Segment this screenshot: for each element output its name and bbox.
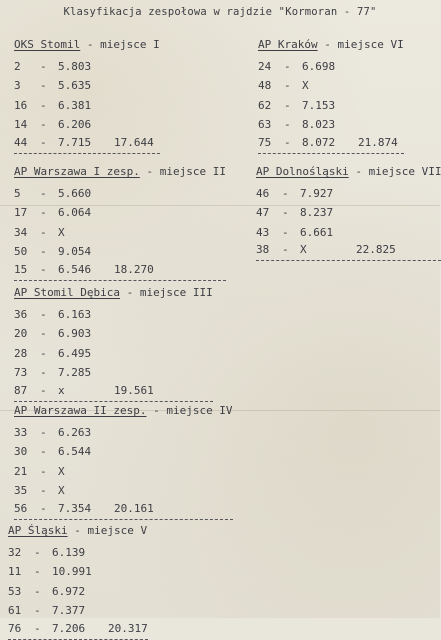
row-dash: -	[284, 79, 291, 93]
car-number: 50	[14, 245, 28, 259]
placement-label: miejsce II	[159, 165, 226, 178]
car-number: 30	[14, 445, 28, 459]
stage-result: 6.661	[300, 225, 334, 239]
section-heading	[14, 286, 213, 299]
team-total: 18.270	[114, 262, 154, 276]
row-dash: -	[40, 262, 47, 276]
car-number: 3	[14, 79, 21, 93]
stage-result: 5.803	[58, 60, 92, 73]
car-number: 5	[14, 187, 21, 200]
stage-result: 6.263	[58, 426, 92, 439]
car-number: 34	[14, 225, 28, 239]
row-dash: -	[284, 135, 291, 149]
car-number: 48	[258, 79, 272, 93]
result-row	[14, 184, 226, 203]
stage-result: 6.495	[58, 346, 92, 360]
stage-result: 7.377	[52, 604, 86, 618]
car-number: 28	[14, 346, 28, 360]
car-number: 17	[14, 206, 28, 220]
car-number: 32	[8, 546, 22, 559]
row-dash: -	[40, 366, 47, 380]
row-dash: -	[40, 426, 47, 439]
section-heading	[258, 38, 404, 51]
team-total: 20.317	[108, 621, 148, 635]
section-heading	[8, 524, 148, 537]
car-number: 16	[14, 98, 28, 112]
car-number: 21	[14, 464, 28, 478]
result-row	[258, 57, 404, 76]
stage-result: 7.715	[58, 135, 92, 149]
stage-result: X	[300, 243, 307, 257]
car-number: 33	[14, 426, 28, 439]
team-section	[256, 165, 441, 261]
stage-result: x	[58, 383, 65, 397]
team-name: AP Kraków	[258, 38, 318, 51]
stage-result: X	[302, 79, 309, 93]
row-dash: -	[40, 245, 47, 259]
row-dash: -	[282, 206, 289, 220]
car-number: 35	[14, 484, 28, 498]
result-row	[8, 582, 148, 601]
team-name: AP Stomil Dębica	[14, 286, 120, 299]
result-row	[14, 115, 160, 134]
car-number: 24	[258, 60, 272, 73]
result-row	[14, 305, 213, 324]
result-row	[258, 96, 404, 115]
team-total: 17.644	[114, 135, 154, 149]
row-dash: -	[40, 60, 47, 73]
stage-result: 6.903	[58, 327, 92, 341]
row-dash: -	[284, 118, 291, 132]
team-total: 20.161	[114, 501, 154, 515]
stage-result: 9.054	[58, 245, 92, 259]
result-row	[8, 562, 148, 581]
stage-result: 6.163	[58, 308, 92, 321]
heading-separator: -	[146, 404, 167, 417]
result-row	[14, 501, 233, 520]
team-name: AP Warszawa II zesp.	[14, 404, 147, 417]
row-dash: -	[40, 383, 47, 397]
stage-result: 7.285	[58, 366, 92, 380]
team-name: OKS Stomil	[14, 38, 81, 51]
row-dash: -	[40, 445, 47, 459]
section-heading	[14, 165, 226, 178]
row-dash: -	[40, 484, 47, 498]
result-row	[8, 601, 148, 620]
result-row	[258, 135, 404, 154]
car-number: 87	[14, 383, 28, 397]
team-section	[14, 404, 233, 520]
section-heading	[14, 38, 160, 51]
row-dash: -	[40, 206, 47, 220]
result-row	[256, 203, 441, 222]
result-row	[256, 242, 441, 261]
stage-result: 8.023	[302, 118, 336, 132]
car-number: 73	[14, 366, 28, 380]
section-heading	[256, 165, 441, 178]
placement-label: miejsce IV	[166, 404, 233, 417]
team-section	[14, 286, 213, 402]
heading-separator: -	[348, 165, 369, 178]
result-row	[14, 76, 160, 95]
result-row	[14, 324, 213, 343]
stage-result: 6.972	[52, 584, 86, 598]
car-number: 44	[14, 135, 28, 149]
heading-separator: -	[67, 524, 88, 537]
car-number: 47	[256, 206, 270, 220]
car-number: 75	[258, 135, 272, 149]
team-section	[258, 38, 404, 154]
stage-result: 6.206	[58, 118, 92, 132]
row-dash: -	[40, 308, 47, 321]
car-number: 63	[258, 118, 272, 132]
row-dash: -	[40, 225, 47, 239]
heading-separator: -	[317, 38, 338, 51]
row-dash: -	[40, 501, 47, 515]
car-number: 56	[14, 501, 28, 515]
document-title: Klasyfikacja zespołowa w rajdzie "Kormoran - 77"	[63, 6, 377, 18]
heading-separator: -	[139, 165, 160, 178]
result-row	[256, 184, 441, 203]
row-dash: -	[284, 98, 291, 112]
stage-result: X	[58, 484, 65, 498]
car-number: 43	[256, 225, 270, 239]
result-row	[14, 135, 160, 154]
stage-result: 6.064	[58, 206, 92, 220]
result-row	[14, 383, 213, 402]
car-number: 46	[256, 187, 270, 200]
result-row	[8, 543, 148, 562]
row-dash: -	[34, 584, 41, 598]
result-row	[14, 363, 213, 382]
car-number: 20	[14, 327, 28, 341]
stage-result: 6.139	[52, 546, 86, 559]
stage-result: 10.991	[52, 565, 92, 579]
stage-result: 7.206	[52, 621, 86, 635]
heading-separator: -	[80, 38, 101, 51]
car-number: 36	[14, 308, 28, 321]
placement-label: miejsce VI	[337, 38, 404, 51]
row-dash: -	[40, 79, 47, 93]
team-name: AP Śląski	[8, 524, 68, 537]
row-dash: -	[282, 187, 289, 200]
row-dash: -	[34, 546, 41, 559]
car-number: 2	[14, 60, 21, 73]
result-row	[14, 242, 226, 261]
row-dash: -	[40, 346, 47, 360]
row-dash: -	[34, 604, 41, 618]
stage-result: 8.072	[302, 135, 336, 149]
row-dash: -	[40, 135, 47, 149]
row-dash: -	[284, 60, 291, 73]
row-dash: -	[40, 464, 47, 478]
row-dash: -	[40, 118, 47, 132]
team-name: AP Dolnośląski	[256, 165, 349, 178]
result-row	[258, 115, 404, 134]
result-row	[14, 423, 233, 442]
stage-result: 5.660	[58, 187, 92, 200]
result-row	[14, 223, 226, 242]
placement-label: miejsce VII	[368, 165, 441, 178]
car-number: 53	[8, 584, 22, 598]
stage-result: 7.153	[302, 98, 336, 112]
car-number: 38	[256, 243, 270, 257]
team-name: AP Warszawa I zesp.	[14, 165, 140, 178]
team-section	[8, 524, 148, 640]
car-number: 61	[8, 604, 22, 618]
row-dash: -	[282, 225, 289, 239]
stage-result: 7.927	[300, 187, 334, 200]
result-row	[256, 223, 441, 242]
placement-label: miejsce III	[139, 286, 213, 299]
stage-result: 8.237	[300, 206, 334, 220]
team-total: 21.874	[358, 135, 398, 149]
stage-result: 6.381	[58, 98, 92, 112]
result-row	[14, 203, 226, 222]
car-number: 62	[258, 98, 272, 112]
car-number: 14	[14, 118, 28, 132]
stage-result: 6.544	[58, 445, 92, 459]
row-dash: -	[40, 327, 47, 341]
result-row	[8, 621, 148, 640]
stage-result: 7.354	[58, 501, 92, 515]
result-row	[258, 76, 404, 95]
section-heading	[14, 404, 233, 417]
stage-result: 6.698	[302, 60, 336, 73]
result-row	[14, 481, 233, 500]
row-dash: -	[40, 98, 47, 112]
result-row	[14, 57, 160, 76]
placement-label: miejsce I	[100, 38, 160, 51]
team-total: 19.561	[114, 383, 154, 397]
car-number: 15	[14, 262, 28, 276]
row-dash: -	[40, 187, 47, 200]
placement-label: miejsce V	[87, 524, 148, 537]
team-section	[14, 165, 226, 281]
result-row	[14, 344, 213, 363]
stage-result: 6.546	[58, 262, 92, 276]
stage-result: 5.635	[58, 79, 92, 93]
car-number: 76	[8, 621, 22, 635]
team-section	[14, 38, 160, 154]
result-row	[14, 262, 226, 281]
stage-result: X	[58, 225, 65, 239]
row-dash: -	[34, 621, 41, 635]
car-number: 11	[8, 565, 22, 579]
team-total: 22.825	[356, 243, 396, 257]
row-dash: -	[282, 243, 289, 257]
heading-separator: -	[119, 286, 140, 299]
row-dash: -	[34, 565, 41, 579]
result-row	[14, 442, 233, 461]
result-row	[14, 96, 160, 115]
result-row	[14, 462, 233, 481]
stage-result: X	[58, 464, 65, 478]
